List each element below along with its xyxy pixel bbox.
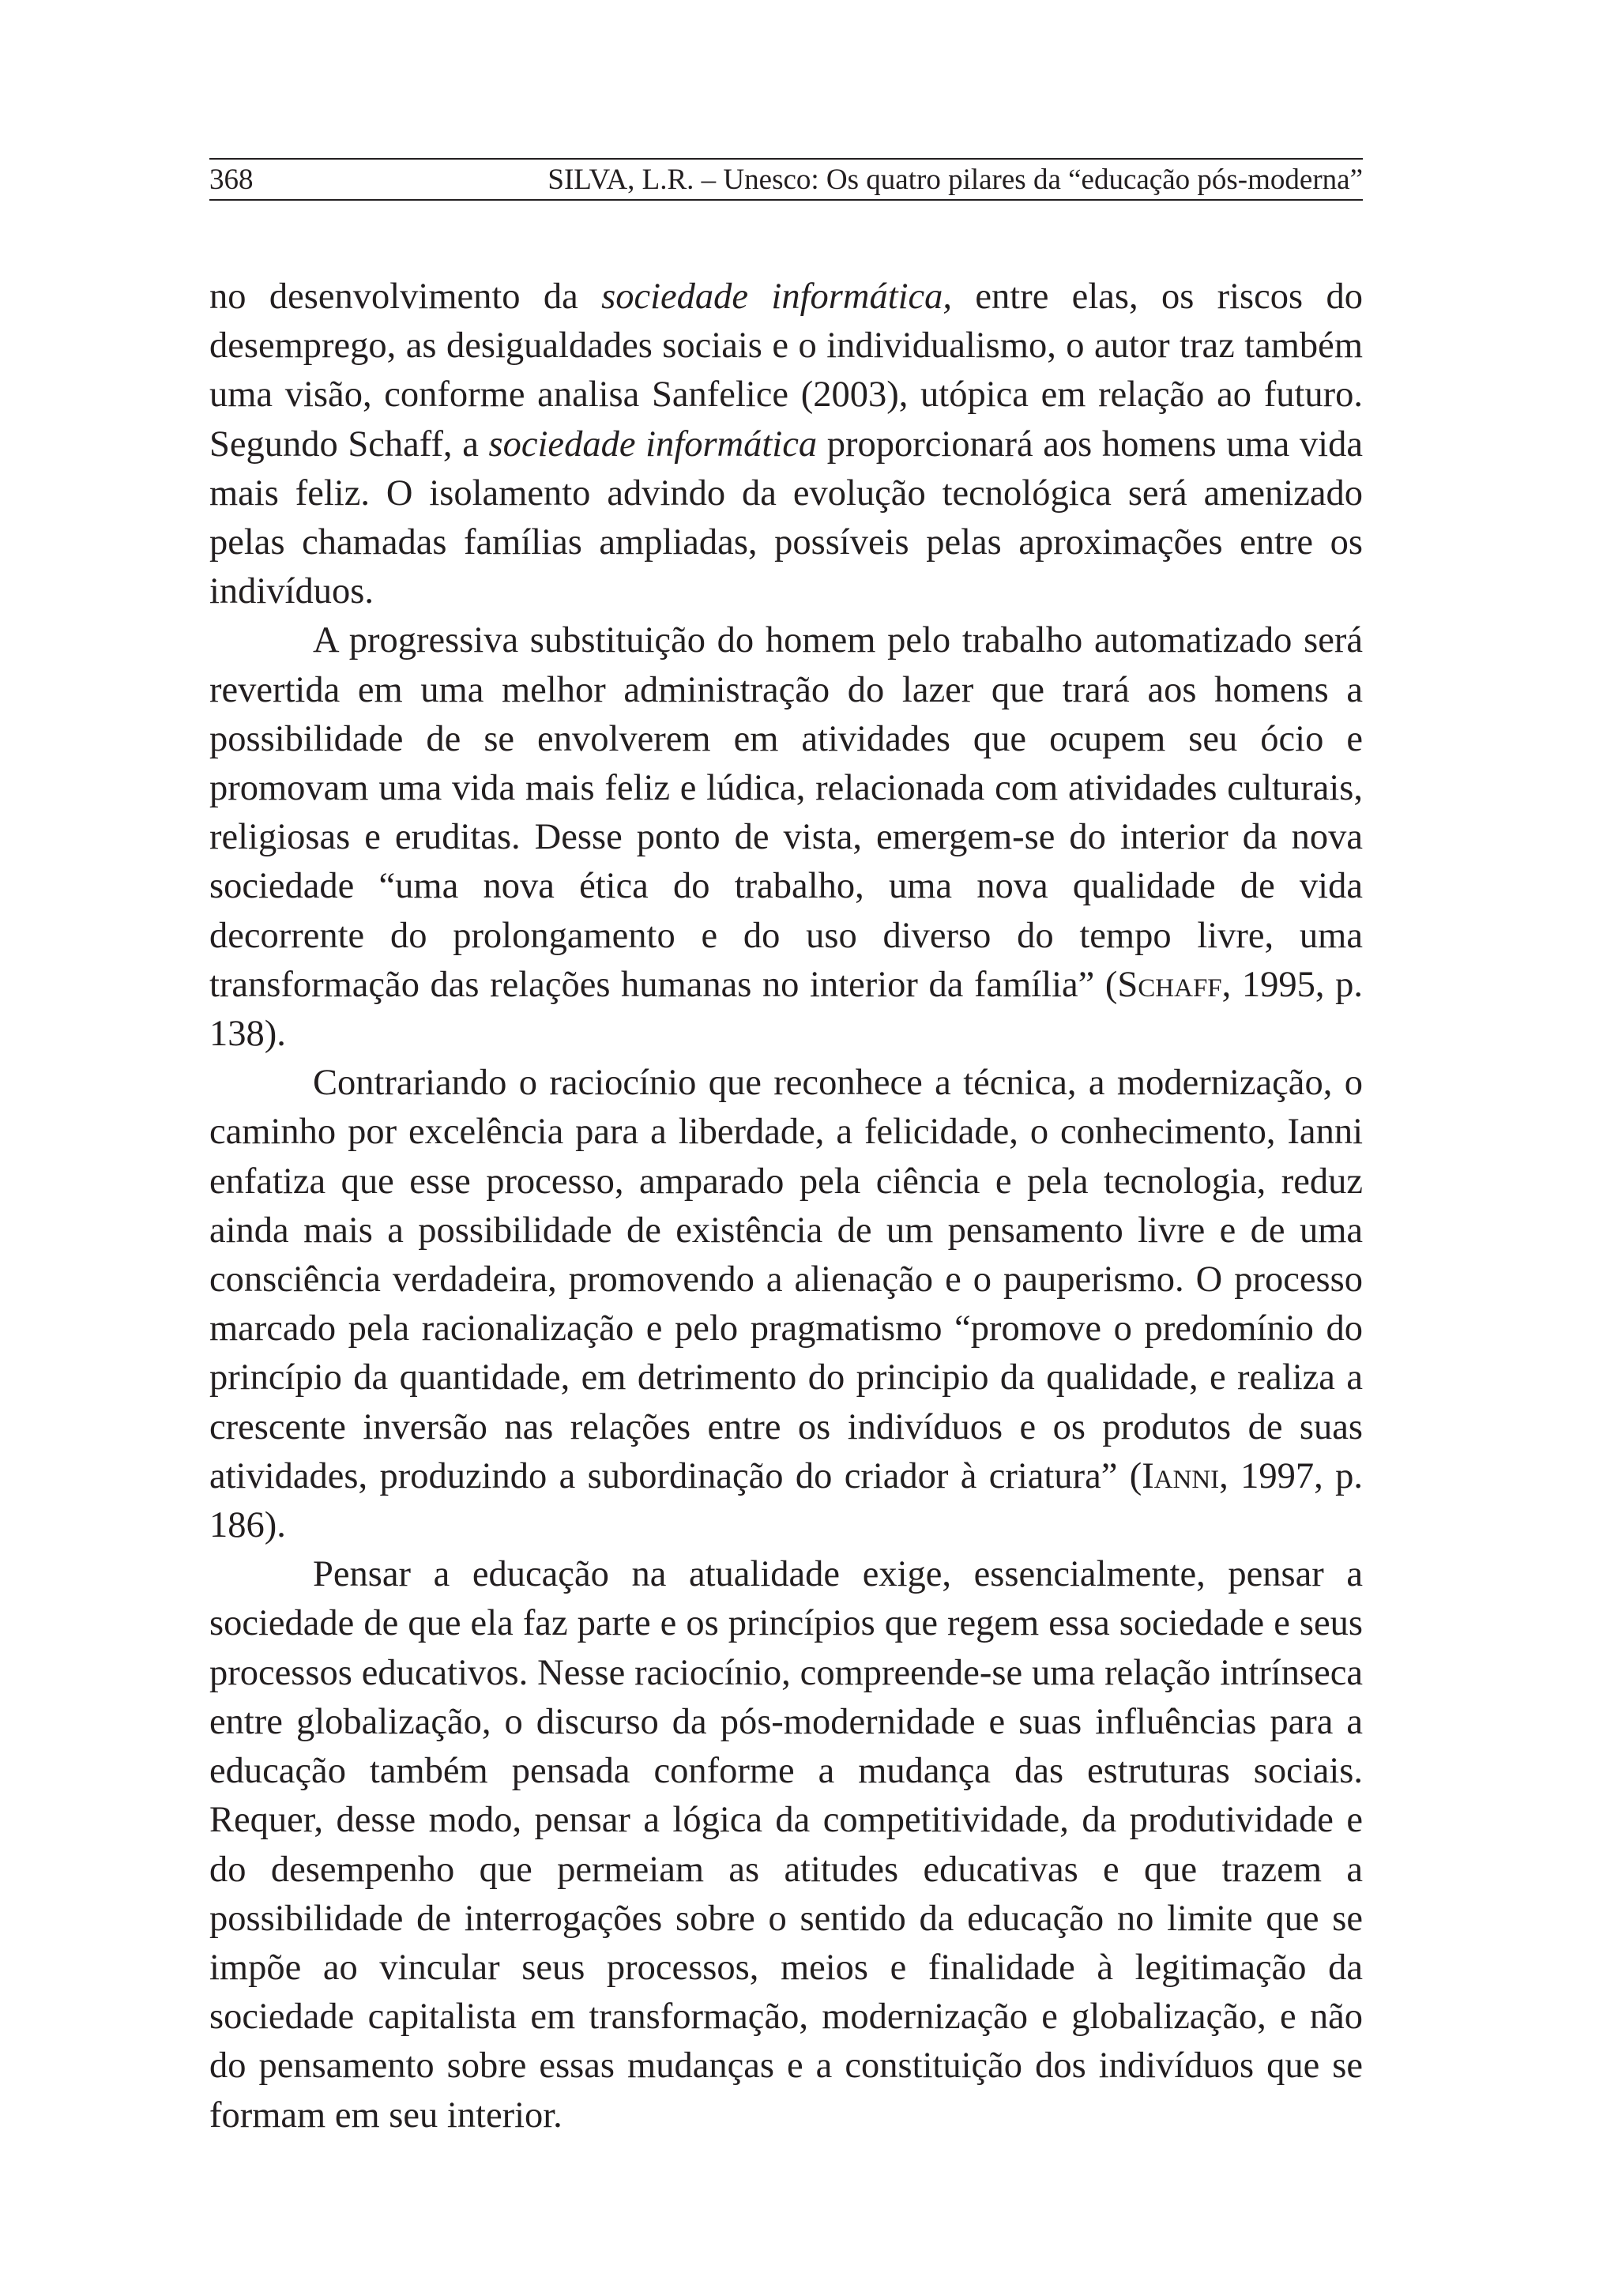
paragraph-3 bbox=[209, 1059, 1363, 1550]
citation-author-ianni: Ianni bbox=[1142, 1455, 1220, 1496]
article-body bbox=[209, 273, 1363, 2140]
term-sociedade-informatica: sociedade informática, bbox=[601, 277, 953, 317]
paragraph-4-text-1: Pensar a educação na atualidade exige, essencialmente, pensar a sociedade de que ela faz parte e os princípios que regem essa sociedade e seus processos educativos. Nesse raciocínio, compreende-se uma relação intrínseca entre globalização, o discurso da pós-modernidade e suas influências para a educação também pensada conforme a mudança das estruturas sociais. Requer, desse modo, pensar a lógica da competitividade, da produtividade e do desempenho que permeiam as atitudes educativas e que trazem a possibilidade de interrogações sobre o sentido da educação no limite que se impõe ao vincular seus processos, meios e finalidade à legitimação da sociedade capitalista em transformação, modernização e globalização, e não do pensamento sobre essas mudanças e a constituição dos indivíduos que se formam em seu interior. bbox=[209, 1554, 1363, 2136]
citation-author-schaff: Schaff bbox=[1117, 964, 1222, 1005]
paragraph-2-text-2: , 1995, p. 138). bbox=[209, 964, 1363, 1055]
paragraph-4 bbox=[209, 1550, 1363, 2140]
paragraph-2-text-1: A progressiva substituição do homem pelo trabalho automatizado será revertida em uma melhor administração do lazer que trará aos homens a possibilidade de se envolverem em atividades que ocupem seu ócio e promovam uma vida mais feliz e lúdica, relacionada com atividades culturais, religiosas e eruditas. Desse ponto de vista, emergem-se do interior da nova sociedade “uma nova ética do trabalho, uma nova qualidade de vida decorrente do prolongamento e do uso diverso do tempo livre, uma transformação das relações humanas no interior da família” ( bbox=[209, 620, 1363, 1005]
paragraph-2 bbox=[209, 616, 1363, 1059]
paragraph-3-text-2: , 1997, p. 186). bbox=[209, 1455, 1363, 1546]
term-sociedade-informatica-2: sociedade informática bbox=[488, 423, 818, 465]
running-header bbox=[209, 158, 1363, 201]
paragraph-1-text-3: proporcionará aos homens uma vida mais feliz. O isolamento advindo da evolução tecnológica será amenizado pelas chamadas famílias ampliadas, possíveis pelas aproximações entre os indivíduos. bbox=[209, 423, 1363, 612]
page-number: 368 bbox=[209, 163, 254, 196]
paragraph-3-text-1: Contrariando o raciocínio que reconhece a técnica, a modernização, o caminho por excelência para a liberdade, a felicidade, o conhecimento, Ianni enfatiza que esse processo, amparado pela ciência e pela tecnologia, reduz ainda mais a possibilidade de existência de um pensamento livre e de uma consciência verdadeira, promovendo a alienação e o pauperismo. O processo marcado pela racionalização e pelo pragmatismo “promove o predomínio do princípio da quantidade, em detrimento do principio da qualidade, e realiza a crescente inversão nas relações entre os indivíduos e os produtos de suas atividades, produzindo a subordinação do criador à criatura” ( bbox=[209, 1063, 1363, 1496]
paragraph-1-text-2: entre elas, os riscos do desemprego, as desigualdades sociais e o individualismo, o autor traz também uma visão, conforme analisa Sanfelice (2003), utópica em relação ao futuro. Segundo Schaff, a bbox=[209, 277, 1363, 465]
running-title: SILVA, L.R. – Unesco: Os quatro pilares da “educação pós-moderna” bbox=[547, 163, 1363, 196]
paragraph-1 bbox=[209, 273, 1363, 616]
paragraph-1-text-1: no desenvolvimento da bbox=[209, 277, 602, 317]
